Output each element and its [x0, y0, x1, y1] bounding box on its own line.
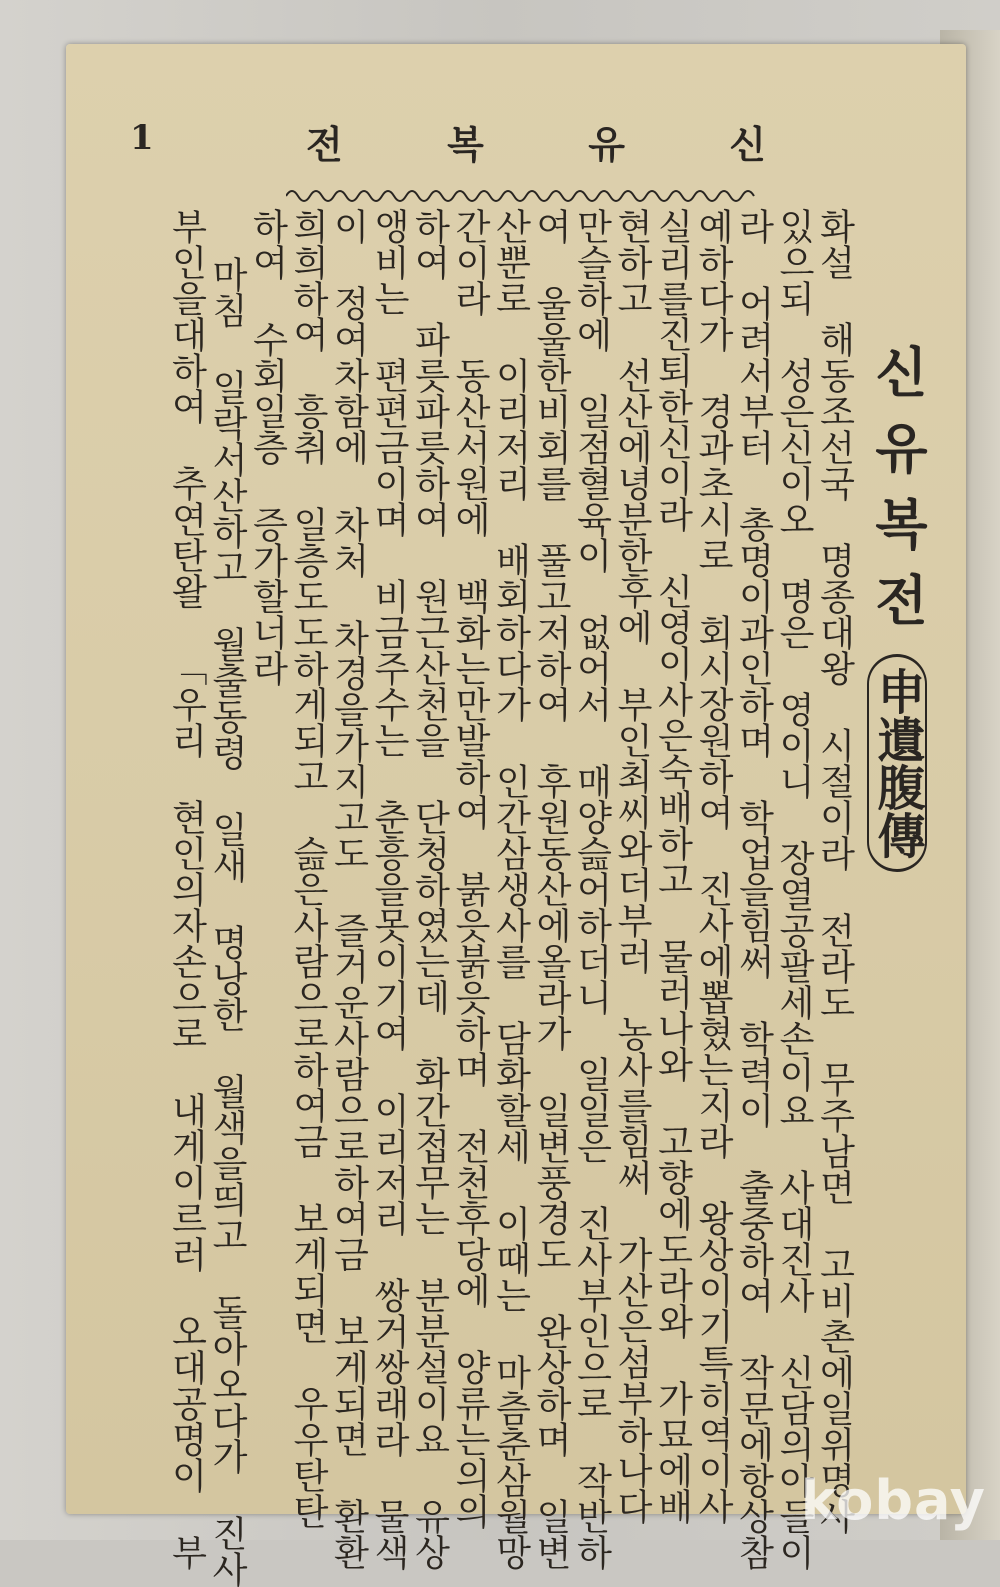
book-page — [66, 44, 966, 1587]
text-column: 하여 수회일층 증가할너라 — [247, 208, 288, 686]
text-column: 라 어려서부터 총명이과인하며 학업을힘써 학력이 출중하여 작문에항상참 — [733, 208, 774, 1570]
text-column: 간이라 동산서원에 백화는만발하여 붉읏붉읏하며 전천후당에 양류는의의 — [449, 208, 491, 1529]
text-column: 화설 해동조선국 명종대왕 시절이라 전라도 무주남면 고비촌에일위명사 — [814, 208, 855, 1534]
text-column: 있으되 성은신이오 명은 영이니 장열공팔세손이요 사대진사 신담의아들이 — [773, 208, 815, 1570]
text-column: 희희하여 흥취 일층도도하게되고 슲은사람으로하여금 보게되면 우우탄탄 — [287, 208, 329, 1529]
title-block — [866, 344, 928, 1004]
title-hanja: 申遺腹傳 — [867, 654, 927, 872]
text-column: 부인을대하여 추연탄왈 「우리 현인의자손으로 내게이르러 오대공명이 부 — [166, 208, 207, 1570]
text-column: 마침 일락서산하고 월출동령 일새 명낭한 월색을띄고 돌아오다가 진사 — [206, 256, 248, 1587]
text-column: 여 울울한비회를 풀고저하여 후원동산에올라가 일변풍경도 완상하며 일변 — [530, 208, 572, 1570]
text-column: 예하다가 경과초시로 회시장원하여 진사에뽑혔는지라 왕상이기특히역이사 — [692, 208, 734, 1524]
text-column: 산뿐로 이리저리 배회하다가 인간삼생사를 담화할세 이때는 마츰춘삼월망 — [490, 208, 531, 1570]
running-head-char: 유 — [588, 122, 625, 167]
title-hangul: 신유복전 — [866, 344, 929, 648]
text-column: 현하고 선산에녕분한후에 부인최씨와더부러 농사를힘써 가산은섬부하나다 — [611, 208, 653, 1524]
text-column: 앵비는 편편금이며 비금주수는 춘흥을못이기여 이리저리 쌍거쌍래라 물색 — [368, 208, 410, 1570]
text-column: 만슬하에 일점혈육이 없어서 매양슲어하더니 일일은 진사부인으로 작반하 — [571, 208, 612, 1570]
running-head-char: 전 — [306, 122, 343, 167]
text-column: 이 정여차함에 차처 차경을가지고도 즐거운사람으로하여금 보게되면 환환 — [328, 208, 369, 1570]
watermark: kobay — [800, 1469, 986, 1532]
running-head — [306, 114, 766, 169]
text-column: 실리를진퇴한신이라 신영이사은숙배하고 물러나와 고향에도라와 가묘에배 — [652, 208, 693, 1524]
text-column: 하여 파릇파릇하여 원근산천을 단청하였는데 화간접무는 분분설이요 유상 — [409, 208, 450, 1570]
running-head-char: 복 — [447, 122, 484, 167]
running-head-char: 신 — [729, 122, 766, 167]
page-number: 1 — [130, 118, 154, 158]
